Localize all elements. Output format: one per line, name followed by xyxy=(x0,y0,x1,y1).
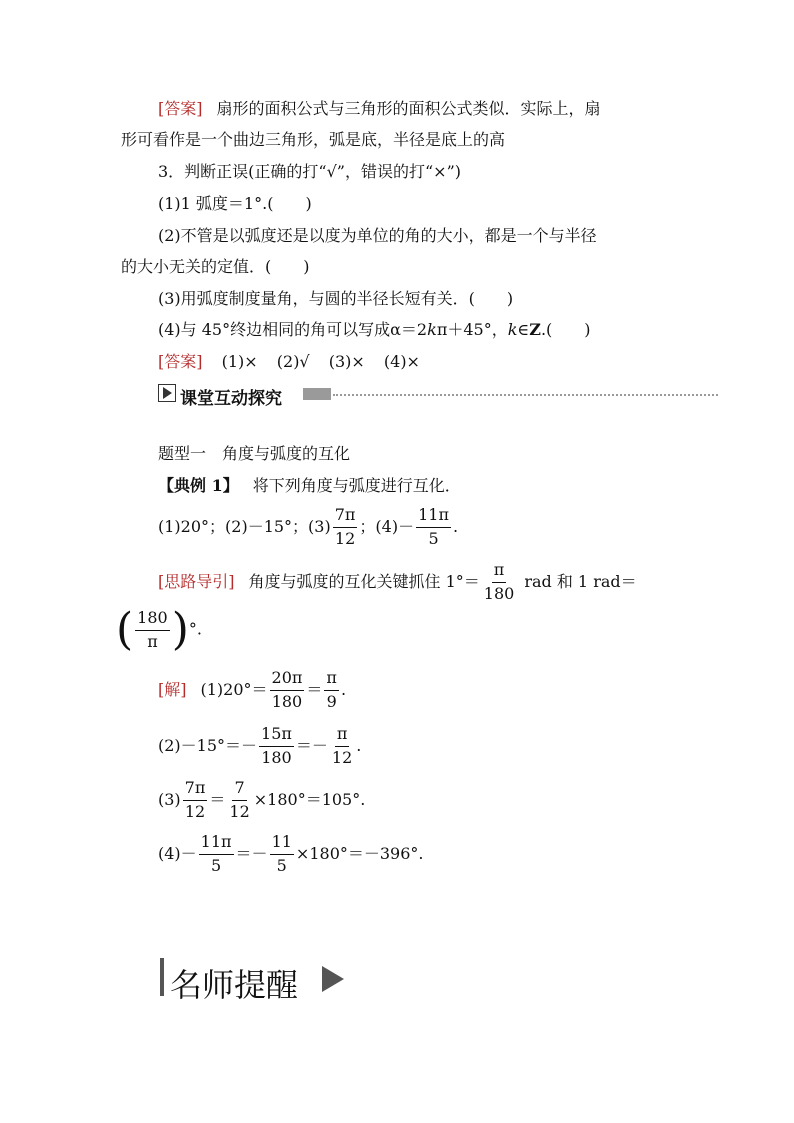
solution-1: [解] (1)20°＝ $\frac{20\pi}{180}$ ＝ $\frac{\pi}{9}$ . xyxy=(158,668,347,711)
example-heading xyxy=(158,478,461,494)
fraction-11pi-5: $\frac{11\pi}{5}$ xyxy=(418,505,449,548)
play-arrow-icon xyxy=(322,966,344,992)
fraction: $\frac{\pi}{12}$ xyxy=(331,724,353,767)
section-header xyxy=(158,382,718,409)
solution-2: (2)－15°＝－ $\frac{15\pi}{180}$ ＝－ $\frac{\pi}{12}$ . xyxy=(158,724,362,767)
left-paren: ( xyxy=(116,604,134,655)
area-answer-line2: 形可看作是一个曲边三角形，弧是底，半径是底上的高 xyxy=(121,130,506,149)
answer-tag: [答案] xyxy=(158,99,203,118)
guide-tag: [思路导引] xyxy=(158,571,235,591)
section-title: 课堂互动探究 xyxy=(180,389,282,409)
fraction-pi-180: $\frac{\pi}{180}$ xyxy=(483,560,515,603)
fraction: $\frac{\pi}{9}$ xyxy=(326,668,337,711)
section-dotted-rule xyxy=(333,394,718,396)
fraction: $\frac{20\pi}{180}$ xyxy=(271,668,303,711)
right-paren: ) xyxy=(171,604,189,655)
example-prompt: 将下列角度与弧度进行互化． xyxy=(252,476,461,495)
tip-title: 名师提醒 xyxy=(170,966,299,1004)
fraction: $\frac{15\pi}{180}$ xyxy=(261,724,292,767)
solution-3: (3) $\frac{7\pi}{12}$ ＝ $\frac{7}{12}$ ×180°＝105°. xyxy=(158,778,366,821)
q3-answer-4: (4)× xyxy=(383,352,420,371)
topic-title: 题型一 角度与弧度的互化 xyxy=(158,444,351,463)
guide-line1: [思路导引] 角度与弧度的互化关键抓住 1°＝ $\frac{\pi}{180}$ rad 和 1 rad＝ xyxy=(158,560,637,603)
fraction-7pi-12: $\frac{7\pi}{12}$ xyxy=(334,505,356,548)
fraction-180-pi: $\frac{180}{\pi}$ xyxy=(137,607,168,651)
q3-item3: (3)用弧度制度量角，与圆的半径长短有关．( ) xyxy=(158,289,514,308)
fraction: $\frac{11\pi}{5}$ xyxy=(200,832,232,875)
q3-item1: (1)1 弧度＝1°.( ) xyxy=(158,194,312,213)
guide-line2: ( $\frac{180}{\pi}$ )°. xyxy=(116,604,202,655)
area-answer-line1: [答案] 扇形的面积公式与三角形的面积公式类似．实际上，扇 xyxy=(158,99,601,118)
fraction: $\frac{7}{12}$ xyxy=(229,778,250,821)
fraction: $\frac{11}{5}$ xyxy=(271,832,292,875)
q3-answer-3: (3)× xyxy=(328,352,365,371)
q3-answer-1: (1)× xyxy=(221,352,258,371)
answer-tag: [答案] xyxy=(158,352,203,371)
example-tag: 【典例 1】 xyxy=(158,476,239,495)
section-decor-block xyxy=(303,388,331,400)
q3-item4: (4)与 45°终边相同的角可以写成α＝2kπ＋45°，k∈Z.( ) xyxy=(158,320,591,339)
q3-answer-2: (2)√ xyxy=(276,352,310,371)
q3-item2-line1: (2)不管是以弧度还是以度为单位的角的大小，都是一个与半径 xyxy=(158,226,597,245)
example-items: (1)20°；(2)－15°；(3) $\frac{7\pi}{12}$ ；(4)－ $\frac{11\pi}{5}$ . xyxy=(158,505,459,548)
q3-answers xyxy=(158,354,420,370)
play-arrow-icon xyxy=(163,387,172,399)
tip-bar xyxy=(160,958,164,996)
solution-4: (4)－ $\frac{11\pi}{5}$ ＝－ $\frac{11}{5}$ ×180°＝－396°. xyxy=(158,832,424,875)
q3-item2-line2: 的大小无关的定值．( ) xyxy=(121,257,310,276)
q3-title: 3．判断正误(正确的打“√”，错误的打“×”) xyxy=(158,162,461,181)
solution-tag: [解] xyxy=(158,679,187,699)
fraction: $\frac{7\pi}{12}$ xyxy=(184,778,206,821)
